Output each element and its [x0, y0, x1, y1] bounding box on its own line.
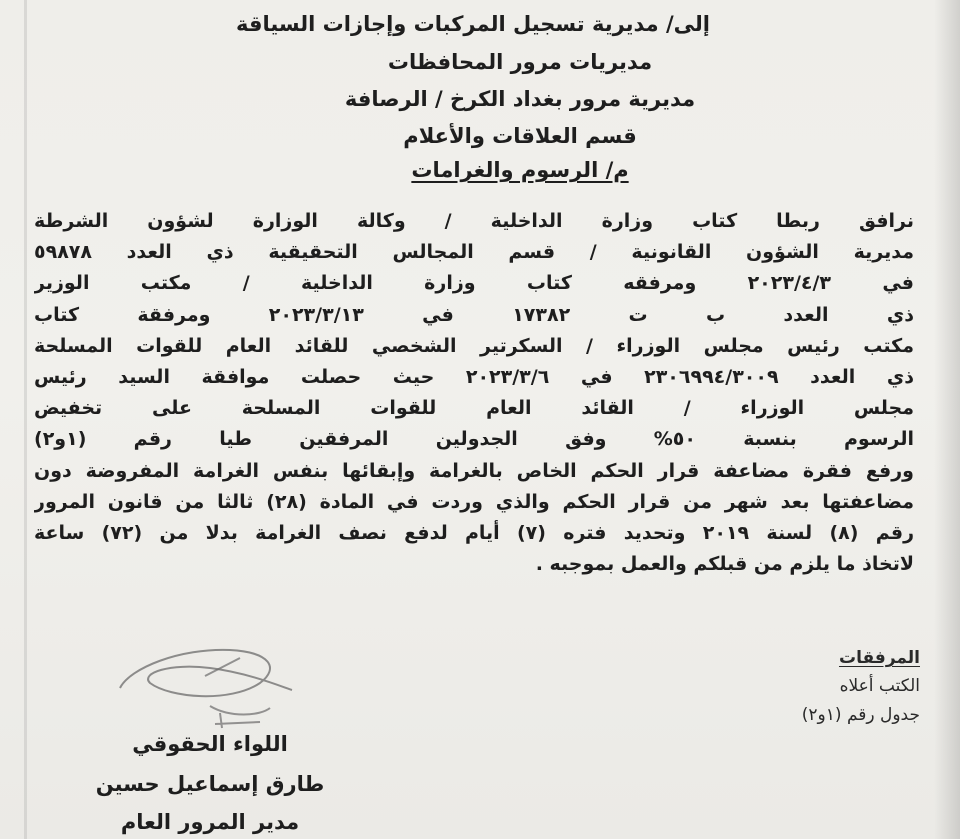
body-line: ذي العدد ٢٣٠٦٩٩٤/٣٠٠٩ في ٢٠٢٣/٣/٦ حيث حصلت موافقة السيد رئيس [34, 365, 914, 388]
body-line: رقم (٨) لسنة ٢٠١٩ وتحديد فتره (٧) أيام لدفع نصف الغرامة بدلا من (٧٢) ساعة [34, 521, 914, 544]
body-line: مكتب رئيس مجلس الوزراء / السكرتير الشخصي للقائد العام للقوات المسلحة [34, 334, 914, 357]
paper-crease [24, 0, 27, 839]
body-line: لاتخاذ ما يلزم من قبلكم والعمل بموجبه . [535, 553, 914, 576]
attachments-title: المرفقات [838, 648, 920, 668]
body-line: ورفع فقرة مضاعفة قرار الحكم الخاص بالغرامة وإبقائها بنفس الغرامة المفروضة دون [34, 459, 914, 482]
signatory-rank: اللواء الحقوقي [132, 732, 288, 756]
page-edge-shadow [934, 0, 960, 839]
body-line: الرسوم بنسبة ٥٠% وفق الجدولين المرفقين طيا رقم (١و٢) [34, 428, 914, 451]
body-line: مضاعفتها بعد شهر من قرار الحكم والذي وردت في المادة (٢٨) ثالثا من قانون المرور [34, 490, 914, 513]
signatory-name: طارق إسماعيل حسين [95, 772, 325, 796]
body-line: نرافق ربطا كتاب وزارة الداخلية / وكالة الوزارة لشؤون الشرطة [34, 210, 914, 232]
body-line: ذي العدد ب ت ١٧٣٨٢ في ٢٠٢٣/٣/١٣ ومرفقة كتاب [34, 303, 914, 326]
addressee-line: إلى/ مديرية تسجيل المركبات وإجازات السياقة [235, 12, 710, 36]
body-line: في ٢٠٢٣/٤/٣ ومرفقه كتاب وزارة الداخلية / مكتب الوزير [34, 272, 914, 295]
addressee-line-4: قسم العلاقات والأعلام [403, 124, 637, 148]
letter-body [34, 206, 914, 580]
subject-line: م/ الرسوم والغرامات [411, 158, 629, 182]
addressee-line-2: مديريات مرور المحافظات [387, 50, 653, 74]
body-line: مديرية الشؤون القانونية / قسم المجالس التحقيقية ذي العدد ٥٩٨٧٨ [34, 241, 914, 264]
handwritten-signature [110, 628, 300, 738]
attachment-item: جدول رقم (١و٢) [801, 705, 920, 725]
attachment-item: الكتب أعلاه [839, 676, 920, 696]
addressee-line-3: مديرية مرور بغداد الكرخ / الرصافة [344, 87, 696, 111]
body-line: مجلس الوزراء / القائد العام للقوات المسلحة على تخفيض [34, 397, 914, 420]
signatory-position: مدير المرور العام [120, 810, 300, 834]
